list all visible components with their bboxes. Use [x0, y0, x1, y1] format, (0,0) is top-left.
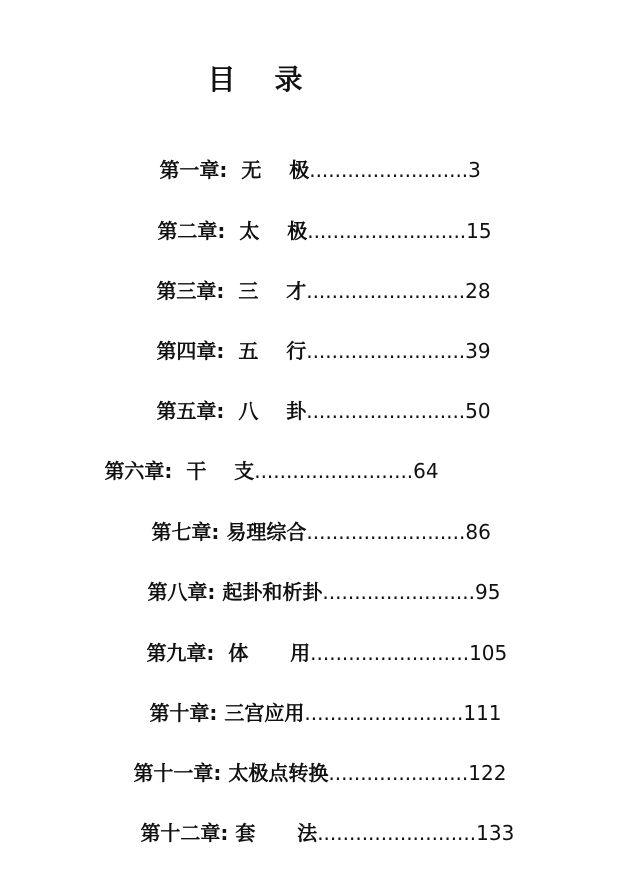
page-number: 86: [465, 520, 491, 544]
chapter-number: 第十章:: [149, 701, 218, 725]
leader-dots: .........................: [317, 821, 477, 845]
page-number: 105: [469, 641, 508, 665]
chapter-number: 第四章:: [156, 339, 225, 363]
chapter-number: 第三章:: [156, 279, 225, 303]
toc-entry: [121, 608, 508, 665]
page-number: 95: [474, 580, 501, 604]
chapter-title: 起卦和析卦: [215, 580, 323, 604]
leader-dots: ......................: [328, 761, 469, 785]
page-number: 122: [468, 761, 507, 785]
chapter-number: 第二章:: [157, 219, 226, 243]
page-number: 111: [463, 701, 502, 725]
leader-dots: .........................: [307, 219, 467, 243]
toc-entry: [124, 668, 502, 725]
toc-heading: 目 录: [207, 63, 303, 96]
toc-entry: [108, 728, 507, 785]
chapter-title: 三宫应用: [217, 701, 305, 725]
toc-entry: [134, 125, 481, 182]
chapter-title: 太极点转换: [221, 761, 329, 785]
chapter-number: 第十一章:: [133, 761, 222, 785]
toc-entry: [79, 426, 439, 483]
leader-dots: .........................: [306, 279, 466, 303]
chapter-number: 第七章:: [151, 520, 220, 544]
toc-entry: [131, 246, 491, 303]
chapter-title: 体 用: [214, 641, 311, 665]
chapter-title: 三 才: [224, 279, 307, 303]
chapter-number: 第八章:: [147, 580, 216, 604]
chapter-title: 套 法: [228, 821, 318, 845]
chapter-title: 八 卦: [224, 399, 307, 423]
toc-entry: [131, 306, 491, 363]
chapter-number: 第六章:: [104, 459, 173, 483]
page-number: 15: [466, 219, 492, 243]
leader-dots: .........................: [304, 701, 464, 725]
leader-dots: .........................: [306, 520, 466, 544]
leader-dots: .........................: [310, 641, 470, 665]
chapter-title: 太 极: [225, 219, 308, 243]
page-number: 133: [476, 821, 515, 845]
leader-dots: ........................: [322, 580, 475, 604]
toc-entry: [131, 366, 491, 423]
chapter-title: 无 极: [227, 158, 310, 182]
chapter-title: 易理综合: [219, 520, 307, 544]
toc-entry: [115, 788, 515, 845]
leader-dots: .........................: [306, 339, 466, 363]
leader-dots: .........................: [309, 158, 469, 182]
chapter-number: 第一章:: [159, 158, 228, 182]
chapter-number: 第十二章:: [140, 821, 229, 845]
toc-entry: [126, 487, 491, 544]
leader-dots: .........................: [306, 399, 466, 423]
page-number: 39: [465, 339, 491, 363]
chapter-number: 第九章:: [146, 641, 215, 665]
chapter-number: 第五章:: [156, 399, 225, 423]
page-number: 64: [413, 459, 439, 483]
page-number: 3: [468, 158, 481, 182]
chapter-title: 五 行: [224, 339, 307, 363]
leader-dots: .........................: [254, 459, 414, 483]
toc-entry: [132, 186, 492, 243]
page-number: 50: [465, 399, 491, 423]
chapter-title: 干 支: [172, 459, 255, 483]
toc-entry: [122, 547, 501, 604]
page-number: 28: [465, 279, 491, 303]
